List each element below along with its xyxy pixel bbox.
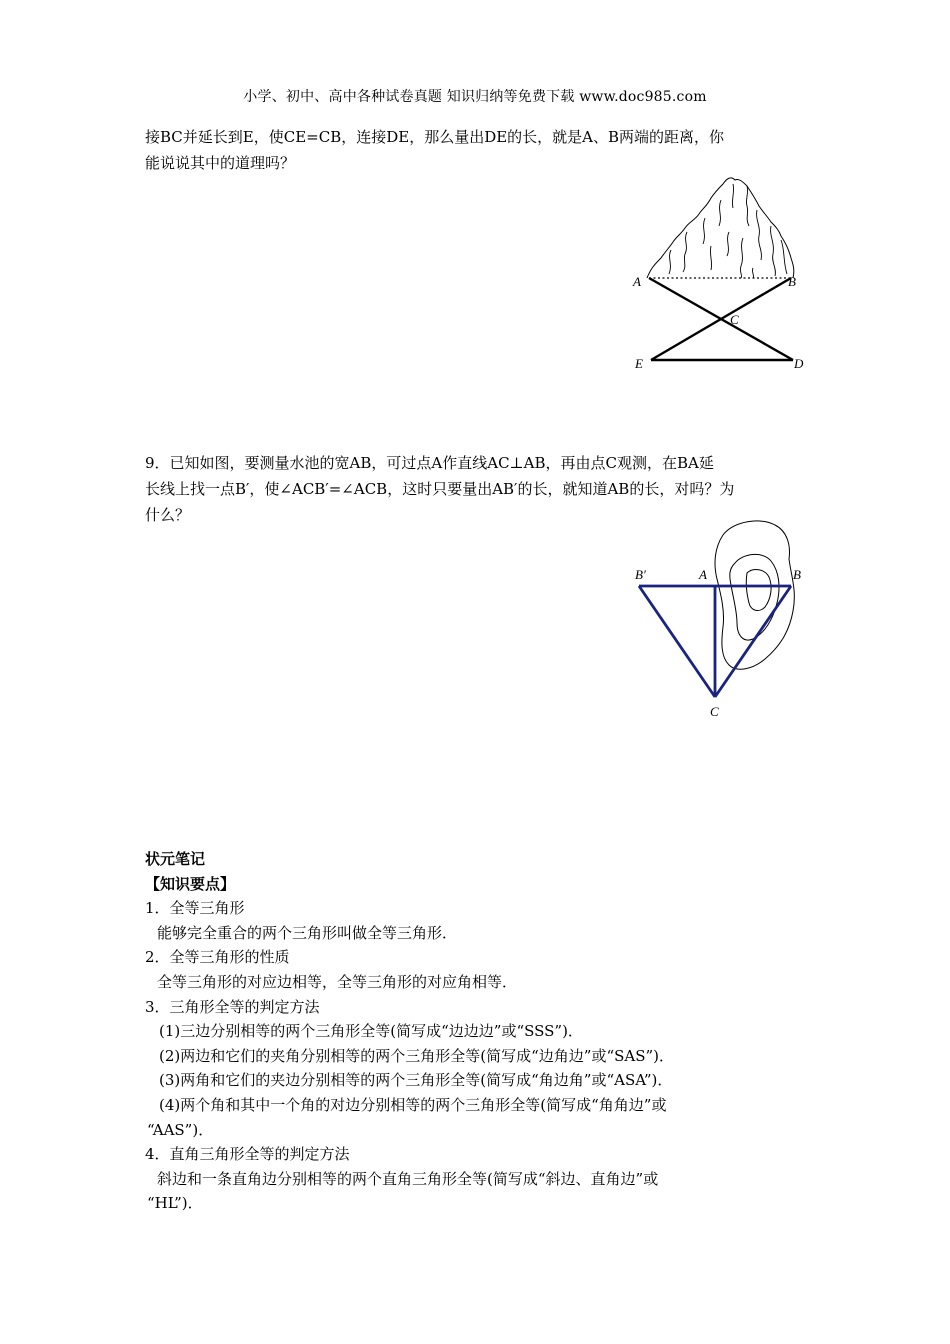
- label-c: C: [710, 704, 719, 719]
- item-3-aas-line-1: (4)两个角和其中一个角的对边分别相等的两个三角形全等(简写成“角角边”或: [159, 1095, 667, 1114]
- label-b: B: [788, 274, 796, 289]
- mountain-figure: [625, 170, 815, 384]
- item-3-asa: (3)两角和它们的夹边分别相等的两个三角形全等(简写成“角边角”或“ASA”)．: [159, 1071, 673, 1090]
- mountain-diagram: [625, 170, 815, 380]
- problem-9-line-2: 长线上找一点B′，使∠ACB′=∠ACB，这时只要量出AB′的长，就知道AB的长，对吗？为: [145, 480, 735, 498]
- problem-8-line-2: 能说说其中的道理吗？: [145, 154, 296, 172]
- notes-section-heading: 【知识要点】: [145, 874, 236, 893]
- item-3-sas: (2)两边和它们的夹角分别相等的两个三角形全等(简写成“边角边”或“SAS”)．: [159, 1046, 675, 1065]
- segment-bprime-c: [639, 586, 715, 697]
- problem-8-text: [145, 124, 810, 176]
- item-4-text-line-1: 斜边和一条直角边分别相等的两个直角三角形全等(简写成“斜边、直角边”或: [157, 1169, 659, 1188]
- mountain-outline: [647, 178, 794, 278]
- notes-section: [145, 847, 825, 1216]
- item-2-text: 全等三角形的对应边相等，全等三角形的对应角相等．: [157, 972, 518, 991]
- label-bprime: B′: [635, 567, 646, 582]
- item-3-aas-line-2: “AAS”)．: [147, 1120, 214, 1139]
- pond-diagram: [625, 515, 825, 725]
- item-1-text: 能够完全重合的两个三角形叫做全等三角形．: [157, 923, 458, 942]
- label-c: C: [730, 312, 739, 327]
- segment-b-c: [715, 586, 791, 697]
- pond-figure: [625, 515, 825, 729]
- problem-8-line-1: 接BC并延长到E，使CE=CB，连接DE，那么量出DE的长，就是A、B两端的距离，你: [145, 128, 725, 146]
- problem-9-line-1: 9．已知如图，要测量水池的宽AB，可过点A作直线AC⊥AB，再由点C观测，在BA延: [145, 454, 714, 472]
- item-1-title: 1．全等三角形: [145, 899, 245, 918]
- label-e: E: [635, 356, 643, 371]
- item-4-title: 4．直角三角形全等的判定方法: [145, 1145, 350, 1164]
- label-a: A: [699, 567, 707, 582]
- item-3-title: 3．三角形全等的判定方法: [145, 997, 320, 1016]
- notes-title: 状元笔记: [145, 850, 206, 868]
- problem-9-line-3: 什么？: [145, 506, 191, 524]
- item-2-title: 2．全等三角形的性质: [145, 948, 290, 967]
- pond-outer-contour: [715, 521, 794, 669]
- item-3-sss: (1)三边分别相等的两个三角形全等(简写成“边边边”或“SSS”)．: [159, 1022, 583, 1041]
- label-d: D: [794, 356, 804, 371]
- page-header: 小学、初中、高中各种试卷真题 知识归纳等免费下载 www.doc985.com: [243, 89, 707, 105]
- label-b: B: [793, 567, 801, 582]
- item-4-text-line-2: “HL”)．: [147, 1194, 203, 1213]
- label-a: A: [633, 274, 641, 289]
